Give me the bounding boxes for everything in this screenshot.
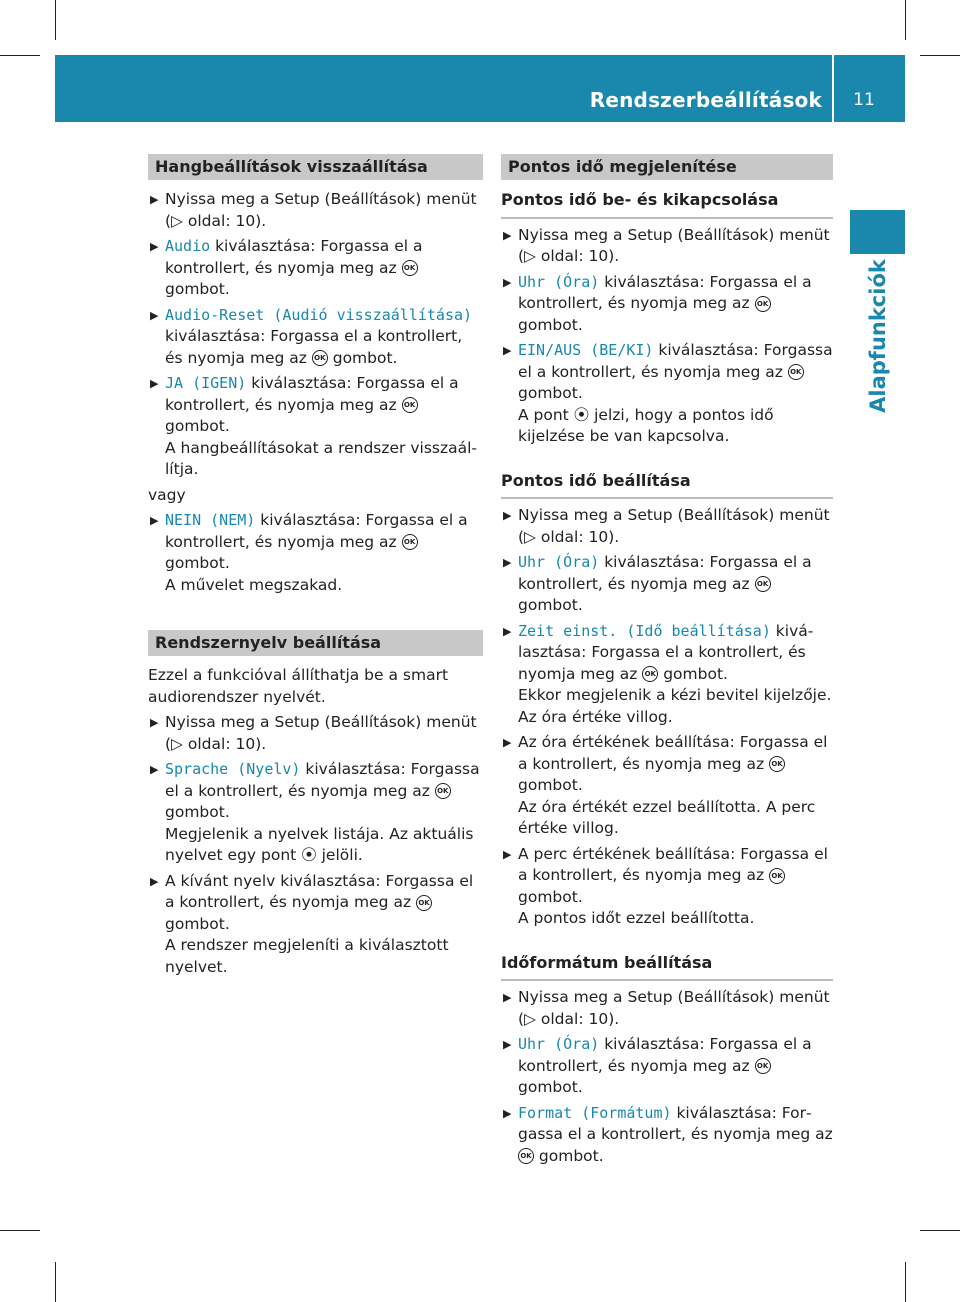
bullet-arrow-icon: ▶ [150,763,159,776]
subsection-heading: Időformátum beállítása [501,952,833,982]
step-note: A hangbeállításokat a rendszer visszaállítja. [165,438,478,478]
right-column [501,154,833,1171]
bullet-arrow-icon: ▶ [503,991,512,1004]
section-heading: Pontos idő megjelenítése [501,154,833,180]
ok-button-icon: OK [402,260,418,276]
bullet-arrow-icon: ▶ [150,193,159,206]
bullet-arrow-icon: ▶ [503,275,512,289]
section-heading: Rendszernyelv beállítása [148,630,483,656]
bullet-arrow-icon: ▶ [503,736,512,749]
crop-mark [905,0,906,40]
step-item: ▶ Format (Formátum) kiválasztása: Forgassa el a kontrollert, és nyomja meg az OK gombot. [503,1103,833,1165]
step-item: ▶ Az óra értékének beállítása: Forgassa el a kontrollert, és nyomja meg az OK gombot. Az óra értékét ezzel beállította. A perc értéke villog. [503,733,828,837]
bullet-arrow-icon: ▶ [150,377,159,390]
subsection-heading: Pontos idő be- és kikapcsolása [501,189,833,219]
step-note: Ekkor megjelenik a kézi bevitel kijelzője. Az óra értéke villog. [518,686,832,726]
step-item: ▶ Nyissa meg a Setup (Beállítások) menüt (▷ oldal: 10). [503,506,830,546]
ok-button-icon: OK [402,397,418,413]
step-item: ▶ EIN/AUS (BE/KI) kiválasztása: Forgassa el a kontrollert, és nyomja meg az OK gombot. A pont ⦿ jelzi, hogy a pontos idő kijelzése be van kapcsolva. [503,341,833,445]
bullet-arrow-icon: ▶ [503,1038,512,1051]
ok-button-icon: OK [755,1058,771,1074]
bullet-arrow-icon: ▶ [503,624,512,638]
crop-mark [905,1262,906,1302]
ok-button-icon: OK [755,576,771,592]
dot-indicator-icon: ⦿ [573,405,590,424]
header-divider [832,55,834,122]
bullet-arrow-icon: ▶ [503,1106,512,1120]
step-item: ▶ Uhr (Óra) kiválasztása: Forgassa el a kontrollert, és nyomja meg az OK gombot. [503,272,812,334]
bullet-arrow-icon: ▶ [503,509,512,522]
step-note: A művelet megszakad. [165,575,343,594]
subsection-heading: Pontos idő beállítása [501,470,833,500]
step-item: ▶ Audio-Reset (Audió visszaállítása) kiválasztása: Forgassa el a kontrollert, és nyomja meg az OK gombot. [150,305,473,367]
bullet-arrow-icon: ▶ [150,514,159,527]
crop-mark [0,1230,40,1231]
ok-button-icon: OK [435,783,451,799]
ok-button-icon: OK [769,756,785,772]
bullet-arrow-icon: ▶ [503,556,512,569]
crop-mark [920,1230,960,1231]
side-tab [850,210,905,254]
intro-text: Ezzel a funkcióval állíthatja be a smart audiorendszer nyelvét. [148,666,449,706]
or-label: vagy [148,485,186,504]
left-column [148,154,483,982]
crop-mark [0,55,40,56]
step-item: ▶ Nyissa meg a Setup (Beállítások) menüt (▷ oldal: 10). [150,190,477,230]
step-item: ▶ Nyissa meg a Setup (Beállítások) menüt (▷ oldal: 10). [503,988,830,1028]
crop-mark [55,1262,56,1302]
step-item: ▶ A perc értékének beállítása: Forgassa el a kontrollert, és nyomja meg az OK gombot. A pontos időt ezzel beállította. [503,844,828,927]
step-note: A pontos időt ezzel beállította. [518,909,755,927]
crop-mark [920,55,960,56]
ok-button-icon: OK [769,868,785,884]
crop-mark [55,0,56,40]
bullet-arrow-icon: ▶ [150,874,159,888]
ok-button-icon: OK [642,666,658,682]
bullet-arrow-icon: ▶ [150,240,159,253]
section-heading: Hangbeállítások visszaállítása [148,154,483,180]
step-item: ▶ Uhr (Óra) kiválasztása: Forgassa el a kontrollert, és nyomja meg az OK gombot. [503,1035,812,1096]
ok-button-icon: OK [518,1148,534,1164]
step-item: ▶ Audio kiválasztása: Forgassa el a kontrollert, és nyomja meg az OK gombot. [150,237,423,298]
step-item: ▶ A kívánt nyelv kiválasztása: Forgassa el a kontrollert, és nyomja meg az OK gombot. A rendszer megjeleníti a kiválasztott nyelvet. [150,871,474,976]
bullet-arrow-icon: ▶ [150,716,159,729]
bullet-arrow-icon: ▶ [503,228,512,242]
bullet-arrow-icon: ▶ [503,847,512,861]
dot-indicator-icon: ⦿ [301,846,317,864]
side-chapter-label: Alapfunkciók [866,259,890,413]
ok-button-icon: OK [788,364,804,380]
step-note: Az óra értékét ezzel beállította. A perc értéke villog. [518,797,816,837]
step-item: ▶ NEIN (NEM) kiválasztása: Forgassa el a kontrollert, és nyomja meg az OK gombot. A művelet megszakad. [150,511,468,594]
page-number: 11 [853,90,875,110]
step-item: ▶ Nyissa meg a Setup (Beállítások) menüt (▷ oldal: 10). [503,225,830,265]
page-title: Rendszerbeállítások [589,88,822,112]
step-item: ▶ Uhr (Óra) kiválasztása: Forgassa el a kontrollert, és nyomja meg az OK gombot. [503,553,812,614]
bullet-arrow-icon: ▶ [503,344,512,357]
step-note: A rendszer megjeleníti a kiválasztott nyelvet. [165,936,449,976]
step-item: ▶ Sprache (Nyelv) kiválasztása: Forgassa el a kontrollert, és nyomja meg az OK gombot. Megjelenik a nyelvek listája. Az aktuális nyelvet egy pont ⦿ jelöli. [150,760,480,864]
step-item: ▶ Nyissa meg a Setup (Beállítások) menüt (▷ oldal: 10). [150,713,477,753]
ok-button-icon: OK [402,534,418,550]
ok-button-icon: OK [416,895,432,911]
bullet-arrow-icon: ▶ [150,308,159,322]
ok-button-icon: OK [755,296,771,312]
ok-button-icon: OK [312,350,328,366]
step-item: ▶ Zeit einst. (Idő beállítása) kiválasztása: Forgassa el a kontrollert, és nyomja meg az OK gombot. Ekkor megjelenik a kézi bevitel kijelzője. Az óra értéke villog. [503,621,832,726]
step-item: ▶ JA (IGEN) kiválasztása: Forgassa el a kontrollert, és nyomja meg az OK gombot. A hangbeállításokat a rendszer visszaállítja. [150,374,478,478]
